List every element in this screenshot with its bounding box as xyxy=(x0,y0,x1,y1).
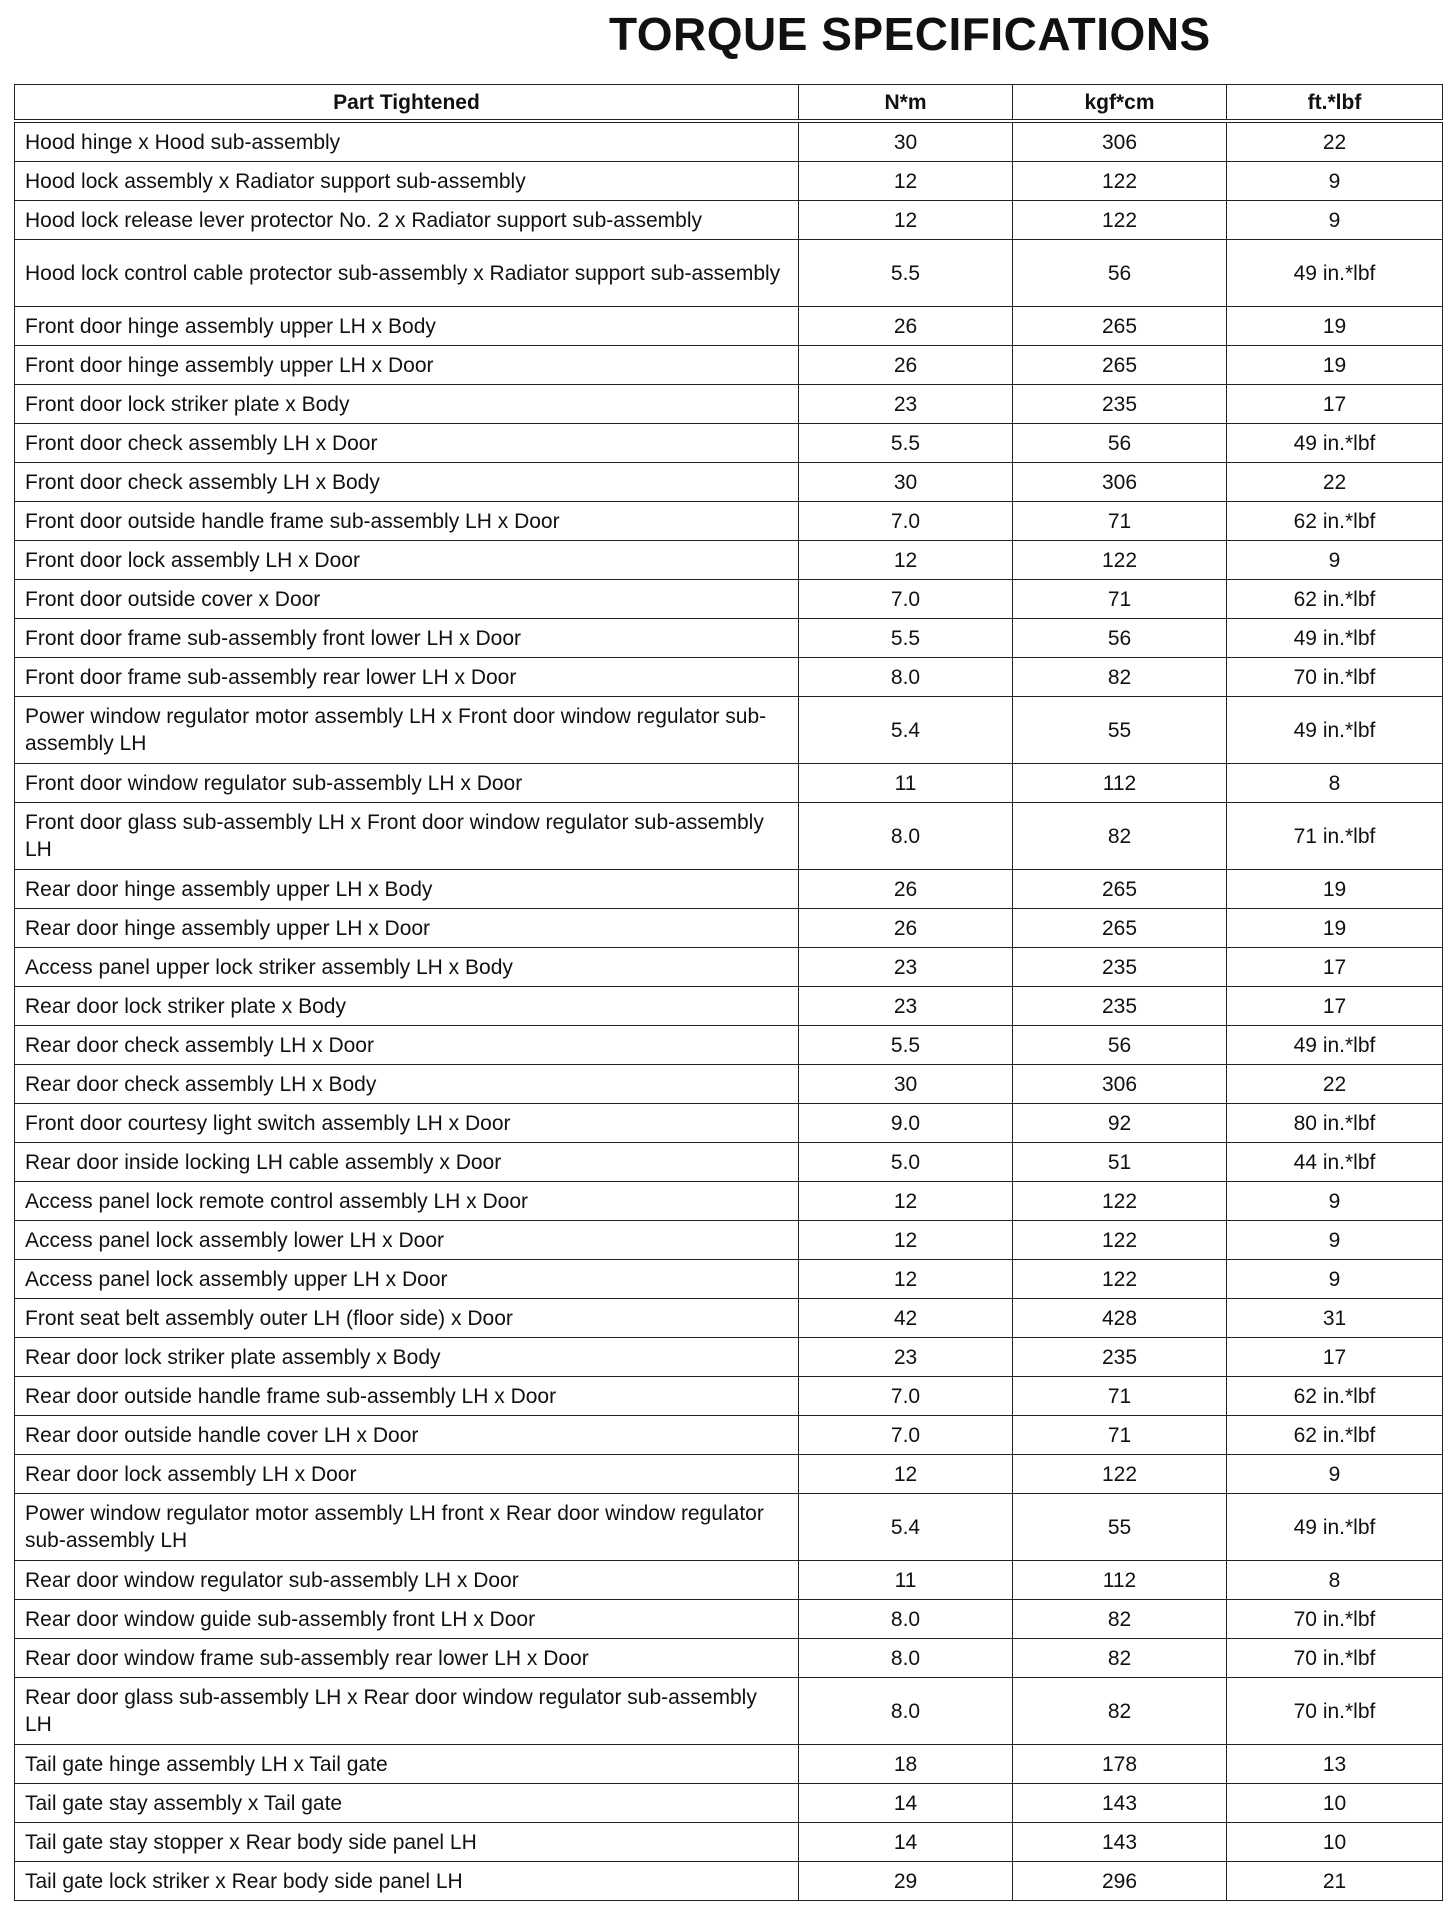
nm-cell: 12 xyxy=(799,1455,1013,1494)
nm-cell: 8.0 xyxy=(799,1639,1013,1678)
ftlbf-cell: 17 xyxy=(1227,1338,1443,1377)
ftlbf-cell: 9 xyxy=(1227,1455,1443,1494)
part-cell: Rear door window guide sub-assembly front LH x Door xyxy=(15,1600,799,1639)
header-row xyxy=(15,85,1443,122)
nm-cell: 8.0 xyxy=(799,1600,1013,1639)
part-cell: Front door hinge assembly upper LH x Body xyxy=(15,307,799,346)
part-cell: Rear door lock assembly LH x Door xyxy=(15,1455,799,1494)
kgfcm-cell: 122 xyxy=(1013,201,1227,240)
kgfcm-cell: 55 xyxy=(1013,697,1227,764)
part-cell: Front door outside handle frame sub-assembly LH x Door xyxy=(15,502,799,541)
part-cell: Rear door outside handle cover LH x Door xyxy=(15,1416,799,1455)
table-row xyxy=(15,1823,1443,1862)
table-row xyxy=(15,201,1443,240)
table-row xyxy=(15,1104,1443,1143)
ftlbf-cell: 70 in.*lbf xyxy=(1227,1639,1443,1678)
part-cell: Rear door glass sub-assembly LH x Rear door window regulator sub-assembly LH xyxy=(15,1678,799,1745)
table-row xyxy=(15,385,1443,424)
part-cell: Rear door check assembly LH x Body xyxy=(15,1065,799,1104)
ftlbf-cell: 70 in.*lbf xyxy=(1227,658,1443,697)
ftlbf-cell: 17 xyxy=(1227,987,1443,1026)
nm-cell: 26 xyxy=(799,870,1013,909)
ftlbf-cell: 70 in.*lbf xyxy=(1227,1600,1443,1639)
part-cell: Rear door window regulator sub-assembly LH x Door xyxy=(15,1561,799,1600)
kgfcm-cell: 71 xyxy=(1013,580,1227,619)
ftlbf-cell: 9 xyxy=(1227,1182,1443,1221)
table-row xyxy=(15,909,1443,948)
table-row xyxy=(15,346,1443,385)
kgfcm-cell: 122 xyxy=(1013,1455,1227,1494)
table-row xyxy=(15,1455,1443,1494)
table-row xyxy=(15,987,1443,1026)
ftlbf-cell: 22 xyxy=(1227,121,1443,162)
ftlbf-cell: 9 xyxy=(1227,1260,1443,1299)
nm-cell: 23 xyxy=(799,948,1013,987)
ftlbf-cell: 9 xyxy=(1227,1221,1443,1260)
kgfcm-cell: 178 xyxy=(1013,1745,1227,1784)
kgfcm-cell: 82 xyxy=(1013,1639,1227,1678)
part-cell: Rear door window frame sub-assembly rear lower LH x Door xyxy=(15,1639,799,1678)
ftlbf-cell: 80 in.*lbf xyxy=(1227,1104,1443,1143)
nm-cell: 12 xyxy=(799,201,1013,240)
ftlbf-cell: 9 xyxy=(1227,201,1443,240)
part-cell: Access panel lock assembly lower LH x Door xyxy=(15,1221,799,1260)
torque-spec-table xyxy=(14,84,1443,1901)
column-header-nm: N*m xyxy=(799,85,1013,122)
kgfcm-cell: 56 xyxy=(1013,619,1227,658)
nm-cell: 26 xyxy=(799,346,1013,385)
nm-cell: 5.5 xyxy=(799,1026,1013,1065)
nm-cell: 5.0 xyxy=(799,1143,1013,1182)
table-row xyxy=(15,1678,1443,1745)
column-header-part: Part Tightened xyxy=(15,85,799,122)
table-row xyxy=(15,1494,1443,1561)
nm-cell: 23 xyxy=(799,385,1013,424)
nm-cell: 12 xyxy=(799,1221,1013,1260)
table-row xyxy=(15,697,1443,764)
part-cell: Tail gate hinge assembly LH x Tail gate xyxy=(15,1745,799,1784)
kgfcm-cell: 143 xyxy=(1013,1823,1227,1862)
table-row xyxy=(15,1065,1443,1104)
kgfcm-cell: 112 xyxy=(1013,1561,1227,1600)
ftlbf-cell: 49 in.*lbf xyxy=(1227,697,1443,764)
kgfcm-cell: 82 xyxy=(1013,1678,1227,1745)
table-row xyxy=(15,240,1443,307)
kgfcm-cell: 235 xyxy=(1013,948,1227,987)
ftlbf-cell: 49 in.*lbf xyxy=(1227,424,1443,463)
part-cell: Front door frame sub-assembly rear lower LH x Door xyxy=(15,658,799,697)
table-row xyxy=(15,1784,1443,1823)
ftlbf-cell: 71 in.*lbf xyxy=(1227,803,1443,870)
ftlbf-cell: 49 in.*lbf xyxy=(1227,240,1443,307)
kgfcm-cell: 56 xyxy=(1013,424,1227,463)
table-row xyxy=(15,1182,1443,1221)
part-cell: Hood lock release lever protector No. 2 x Radiator support sub-assembly xyxy=(15,201,799,240)
part-cell: Front seat belt assembly outer LH (floor side) x Door xyxy=(15,1299,799,1338)
ftlbf-cell: 21 xyxy=(1227,1862,1443,1901)
table-header xyxy=(15,85,1443,122)
table-row xyxy=(15,1026,1443,1065)
part-cell: Hood lock control cable protector sub-assembly x Radiator support sub-assembly xyxy=(15,240,799,307)
kgfcm-cell: 82 xyxy=(1013,803,1227,870)
part-cell: Front door check assembly LH x Door xyxy=(15,424,799,463)
kgfcm-cell: 55 xyxy=(1013,1494,1227,1561)
part-cell: Front door outside cover x Door xyxy=(15,580,799,619)
ftlbf-cell: 19 xyxy=(1227,307,1443,346)
table-row xyxy=(15,803,1443,870)
kgfcm-cell: 122 xyxy=(1013,162,1227,201)
ftlbf-cell: 62 in.*lbf xyxy=(1227,580,1443,619)
kgfcm-cell: 56 xyxy=(1013,1026,1227,1065)
table-body xyxy=(15,121,1443,1901)
ftlbf-cell: 17 xyxy=(1227,948,1443,987)
kgfcm-cell: 122 xyxy=(1013,1182,1227,1221)
part-cell: Power window regulator motor assembly LH x Front door window regulator sub-assembly LH xyxy=(15,697,799,764)
kgfcm-cell: 265 xyxy=(1013,909,1227,948)
nm-cell: 26 xyxy=(799,307,1013,346)
nm-cell: 30 xyxy=(799,463,1013,502)
nm-cell: 30 xyxy=(799,1065,1013,1104)
table-row xyxy=(15,948,1443,987)
nm-cell: 30 xyxy=(799,121,1013,162)
ftlbf-cell: 44 in.*lbf xyxy=(1227,1143,1443,1182)
table-row xyxy=(15,870,1443,909)
part-cell: Rear door hinge assembly upper LH x Door xyxy=(15,909,799,948)
part-cell: Front door courtesy light switch assembly LH x Door xyxy=(15,1104,799,1143)
nm-cell: 42 xyxy=(799,1299,1013,1338)
table-row xyxy=(15,1745,1443,1784)
kgfcm-cell: 143 xyxy=(1013,1784,1227,1823)
part-cell: Hood hinge x Hood sub-assembly xyxy=(15,121,799,162)
kgfcm-cell: 306 xyxy=(1013,1065,1227,1104)
kgfcm-cell: 56 xyxy=(1013,240,1227,307)
part-cell: Access panel lock remote control assembly LH x Door xyxy=(15,1182,799,1221)
kgfcm-cell: 306 xyxy=(1013,121,1227,162)
nm-cell: 5.4 xyxy=(799,1494,1013,1561)
nm-cell: 12 xyxy=(799,541,1013,580)
nm-cell: 14 xyxy=(799,1823,1013,1862)
part-cell: Front door window regulator sub-assembly LH x Door xyxy=(15,764,799,803)
kgfcm-cell: 112 xyxy=(1013,764,1227,803)
ftlbf-cell: 19 xyxy=(1227,346,1443,385)
table-row xyxy=(15,502,1443,541)
nm-cell: 5.5 xyxy=(799,424,1013,463)
kgfcm-cell: 296 xyxy=(1013,1862,1227,1901)
table-row xyxy=(15,307,1443,346)
kgfcm-cell: 82 xyxy=(1013,658,1227,697)
nm-cell: 5.5 xyxy=(799,240,1013,307)
nm-cell: 26 xyxy=(799,909,1013,948)
part-cell: Front door glass sub-assembly LH x Front door window regulator sub-assembly LH xyxy=(15,803,799,870)
nm-cell: 12 xyxy=(799,1260,1013,1299)
kgfcm-cell: 235 xyxy=(1013,385,1227,424)
part-cell: Front door lock striker plate x Body xyxy=(15,385,799,424)
table-row xyxy=(15,1221,1443,1260)
table-row xyxy=(15,1416,1443,1455)
ftlbf-cell: 10 xyxy=(1227,1823,1443,1862)
part-cell: Hood lock assembly x Radiator support sub-assembly xyxy=(15,162,799,201)
ftlbf-cell: 8 xyxy=(1227,764,1443,803)
kgfcm-cell: 71 xyxy=(1013,1416,1227,1455)
ftlbf-cell: 62 in.*lbf xyxy=(1227,1377,1443,1416)
part-cell: Rear door inside locking LH cable assembly x Door xyxy=(15,1143,799,1182)
table-row xyxy=(15,1561,1443,1600)
table-row xyxy=(15,424,1443,463)
ftlbf-cell: 49 in.*lbf xyxy=(1227,1494,1443,1561)
kgfcm-cell: 122 xyxy=(1013,541,1227,580)
table-row xyxy=(15,764,1443,803)
part-cell: Tail gate lock striker x Rear body side panel LH xyxy=(15,1862,799,1901)
nm-cell: 7.0 xyxy=(799,580,1013,619)
table-row xyxy=(15,1338,1443,1377)
nm-cell: 7.0 xyxy=(799,1416,1013,1455)
ftlbf-cell: 19 xyxy=(1227,870,1443,909)
column-header-ftlbf: ft.*lbf xyxy=(1227,85,1443,122)
ftlbf-cell: 19 xyxy=(1227,909,1443,948)
kgfcm-cell: 82 xyxy=(1013,1600,1227,1639)
column-header-kgfcm: kgf*cm xyxy=(1013,85,1227,122)
kgfcm-cell: 122 xyxy=(1013,1260,1227,1299)
kgfcm-cell: 428 xyxy=(1013,1299,1227,1338)
part-cell: Front door frame sub-assembly front lower LH x Door xyxy=(15,619,799,658)
table-row xyxy=(15,121,1443,162)
table-row xyxy=(15,1299,1443,1338)
ftlbf-cell: 70 in.*lbf xyxy=(1227,1678,1443,1745)
ftlbf-cell: 22 xyxy=(1227,463,1443,502)
part-cell: Rear door lock striker plate x Body xyxy=(15,987,799,1026)
part-cell: Front door hinge assembly upper LH x Door xyxy=(15,346,799,385)
kgfcm-cell: 265 xyxy=(1013,870,1227,909)
ftlbf-cell: 62 in.*lbf xyxy=(1227,1416,1443,1455)
part-cell: Access panel upper lock striker assembly LH x Body xyxy=(15,948,799,987)
part-cell: Rear door outside handle frame sub-assembly LH x Door xyxy=(15,1377,799,1416)
kgfcm-cell: 235 xyxy=(1013,1338,1227,1377)
nm-cell: 8.0 xyxy=(799,658,1013,697)
nm-cell: 14 xyxy=(799,1784,1013,1823)
kgfcm-cell: 306 xyxy=(1013,463,1227,502)
ftlbf-cell: 49 in.*lbf xyxy=(1227,619,1443,658)
table-row xyxy=(15,162,1443,201)
nm-cell: 11 xyxy=(799,1561,1013,1600)
nm-cell: 5.4 xyxy=(799,697,1013,764)
nm-cell: 5.5 xyxy=(799,619,1013,658)
part-cell: Tail gate stay assembly x Tail gate xyxy=(15,1784,799,1823)
nm-cell: 12 xyxy=(799,1182,1013,1221)
table-row xyxy=(15,1260,1443,1299)
kgfcm-cell: 265 xyxy=(1013,307,1227,346)
table-row xyxy=(15,1862,1443,1901)
nm-cell: 29 xyxy=(799,1862,1013,1901)
ftlbf-cell: 49 in.*lbf xyxy=(1227,1026,1443,1065)
ftlbf-cell: 17 xyxy=(1227,385,1443,424)
kgfcm-cell: 71 xyxy=(1013,502,1227,541)
part-cell: Rear door lock striker plate assembly x Body xyxy=(15,1338,799,1377)
nm-cell: 23 xyxy=(799,1338,1013,1377)
part-cell: Rear door hinge assembly upper LH x Body xyxy=(15,870,799,909)
kgfcm-cell: 71 xyxy=(1013,1377,1227,1416)
table-row xyxy=(15,463,1443,502)
part-cell: Power window regulator motor assembly LH front x Rear door window regulator sub-assembly LH xyxy=(15,1494,799,1561)
table-row xyxy=(15,658,1443,697)
part-cell: Front door lock assembly LH x Door xyxy=(15,541,799,580)
nm-cell: 8.0 xyxy=(799,1678,1013,1745)
part-cell: Rear door check assembly LH x Door xyxy=(15,1026,799,1065)
nm-cell: 7.0 xyxy=(799,502,1013,541)
page-title: TORQUE SPECIFICATIONS xyxy=(609,8,1211,60)
nm-cell: 9.0 xyxy=(799,1104,1013,1143)
nm-cell: 7.0 xyxy=(799,1377,1013,1416)
table-row xyxy=(15,1639,1443,1678)
table-row xyxy=(15,1600,1443,1639)
ftlbf-cell: 22 xyxy=(1227,1065,1443,1104)
kgfcm-cell: 92 xyxy=(1013,1104,1227,1143)
ftlbf-cell: 8 xyxy=(1227,1561,1443,1600)
kgfcm-cell: 122 xyxy=(1013,1221,1227,1260)
kgfcm-cell: 235 xyxy=(1013,987,1227,1026)
part-cell: Front door check assembly LH x Body xyxy=(15,463,799,502)
nm-cell: 18 xyxy=(799,1745,1013,1784)
ftlbf-cell: 62 in.*lbf xyxy=(1227,502,1443,541)
nm-cell: 23 xyxy=(799,987,1013,1026)
kgfcm-cell: 51 xyxy=(1013,1143,1227,1182)
nm-cell: 12 xyxy=(799,162,1013,201)
nm-cell: 11 xyxy=(799,764,1013,803)
table-row xyxy=(15,580,1443,619)
table-row xyxy=(15,1143,1443,1182)
nm-cell: 8.0 xyxy=(799,803,1013,870)
ftlbf-cell: 31 xyxy=(1227,1299,1443,1338)
table-row xyxy=(15,541,1443,580)
ftlbf-cell: 10 xyxy=(1227,1784,1443,1823)
ftlbf-cell: 9 xyxy=(1227,541,1443,580)
table-row xyxy=(15,619,1443,658)
part-cell: Tail gate stay stopper x Rear body side panel LH xyxy=(15,1823,799,1862)
ftlbf-cell: 13 xyxy=(1227,1745,1443,1784)
table-row xyxy=(15,1377,1443,1416)
part-cell: Access panel lock assembly upper LH x Door xyxy=(15,1260,799,1299)
kgfcm-cell: 265 xyxy=(1013,346,1227,385)
ftlbf-cell: 9 xyxy=(1227,162,1443,201)
